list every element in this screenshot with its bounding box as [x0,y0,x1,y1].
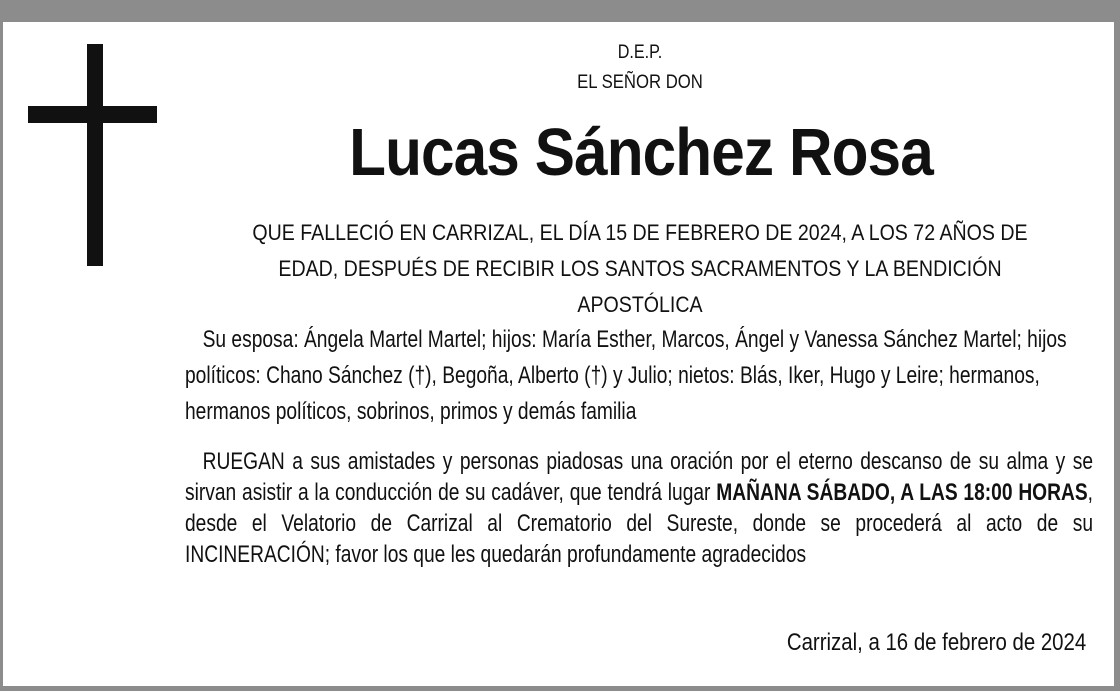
deceased-name: Lucas Sánchez Rosa [349,115,933,190]
request-text-2: , desde el Velatorio de Carrizal al Crematorio del Sureste, donde se procederá al acto de su INCINERACIÓN; favor los que les quedarán profundamente agradecidos [185,479,1093,568]
family-paragraph: Su esposa: Ángela Martel Martel; hijos: María Esther, Marcos, Ángel y Vanessa Sánchez Martel; hijos políticos: Chano Sánchez (†), Begoña, Alberto (†) y Julio; nietos: Blás, Iker, Hugo y Leire; hermanos, hermanos políticos, sobrinos, primos y demás familia [185,326,1067,425]
request-time-bold: MAÑANA SÁBADO, A LAS 18:00 HORAS [716,479,1088,506]
place-date: Carrizal, a 16 de febrero de 2024 [786,629,1086,656]
cross-horizontal-bar [28,106,157,123]
honorific-heading: EL SEÑOR DON [577,72,703,93]
request-paragraph [185,446,1093,570]
dep-heading: D.E.P. [617,42,663,63]
death-notice: QUE FALLECIÓ EN CARRIZAL, EL DÍA 15 DE FEBRERO DE 2024, A LOS 72 AÑOS DE EDAD, DESPUÉS DE RECIBIR LOS SANTOS SACRAMENTOS Y LA BENDICIÓN APOSTÓLICA [252,220,1028,317]
request-text-1: RUEGAN a sus amistades y personas piadosas una oración por el eterno descanso de su alma y se sirvan asistir a la conducción de su cadáver, que tendrá lugar [185,448,1094,506]
cross-vertical-bar [87,44,103,266]
obituary-notice [3,22,1114,686]
